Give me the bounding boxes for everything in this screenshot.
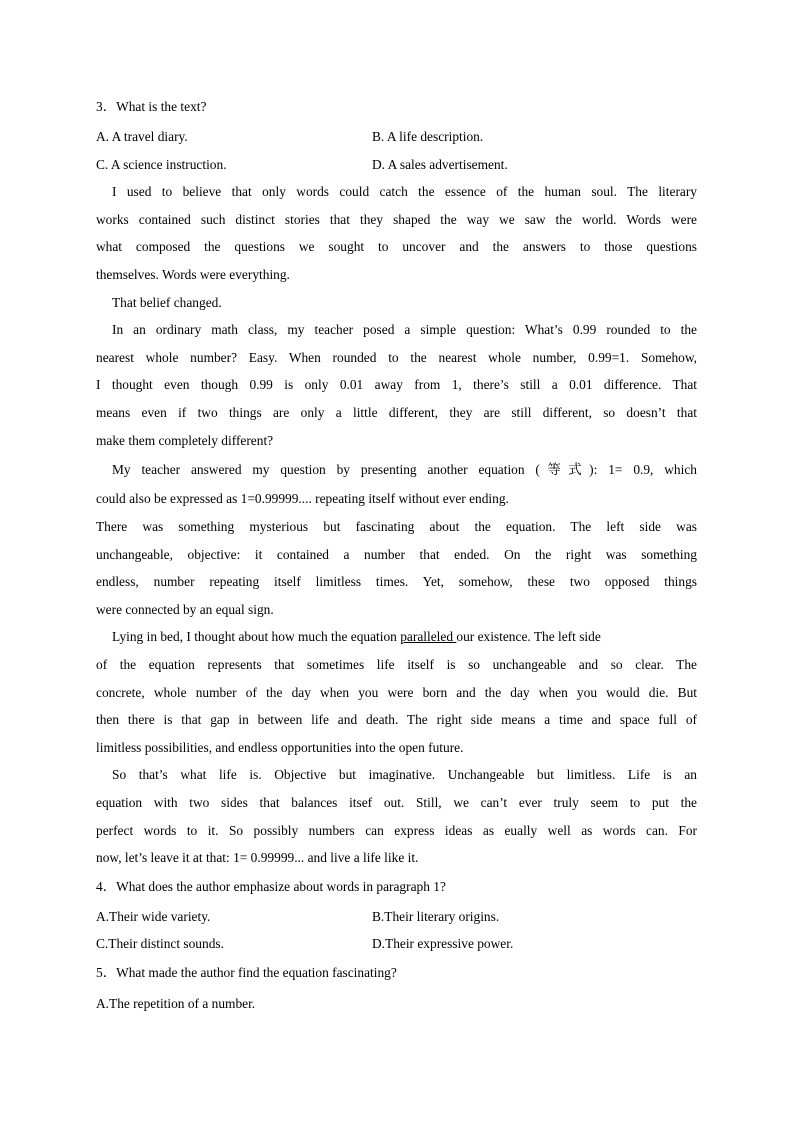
p7-line-4: now, let’s leave it at that: 1= 0.99999... and live a life like it.	[96, 850, 419, 865]
underlined-word-paralleled: paralleled	[400, 629, 457, 644]
p4-line-2: could also be expressed as 1=0.99999.... repeating itself without ever ending.	[96, 491, 509, 506]
p6-line-1-end: our existence. The left side	[456, 629, 601, 644]
question-4-stem: 4．What does the author emphasize about words in paragraph 1?	[96, 879, 446, 894]
p6-line-1	[112, 628, 697, 646]
p5-line-3: endless, number repeating itself limitless times. Yet, somehow, these two opposed things	[96, 574, 697, 589]
p1-line-4: themselves. Words were everything.	[96, 267, 290, 282]
q4-option-d: D.Their expressive power.	[372, 936, 514, 951]
p3-line-4: means even if two things are only a little different, they are still different, so doesn’t that	[96, 405, 697, 420]
question-3-stem: 3．What is the text?	[96, 99, 207, 114]
q5-option-a: A.The repetition of a number.	[96, 996, 256, 1011]
p5-line-4: were connected by an equal sign.	[96, 602, 274, 617]
p3-line-5: make them completely different?	[96, 433, 274, 448]
p4-line-1: My teacher answered my question by presenting another equation (等式): 1= 0.9, which	[112, 462, 697, 477]
q4-option-a: A.Their wide variety.	[96, 909, 211, 924]
q4-option-c: C.Their distinct sounds.	[96, 936, 224, 951]
q3-option-c: C. A science instruction.	[96, 157, 227, 172]
p6-line-2: of the equation represents that sometimes life itself is so unchangeable and so clear. The	[96, 657, 697, 672]
q3-option-a: A. A travel diary.	[96, 129, 188, 144]
p1-line-2: works contained such distinct stories that they shaped the way we saw the world. Words were	[96, 212, 697, 227]
p7-line-1: So that’s what life is. Objective but imaginative. Unchangeable but limitless. Life is an	[112, 767, 697, 782]
p3-line-3: I thought even though 0.99 is only 0.01 away from 1, there’s still a 0.01 difference. That	[96, 377, 697, 392]
p6-line-4: then there is that gap in between life and death. The right side means a time and space full of	[96, 712, 697, 727]
q4-option-b: B.Their literary origins.	[372, 909, 500, 924]
p7-line-2: equation with two sides that balances itsef out. Still, we can’t ever truly seem to put the	[96, 795, 697, 810]
p3-line-1: In an ordinary math class, my teacher posed a simple question: What’s 0.99 rounded to the	[112, 322, 697, 337]
q3-option-b: B. A life description.	[372, 129, 484, 144]
p5-line-2: unchangeable, objective: it contained a number that ended. On the right was something	[96, 547, 697, 562]
p2-line-1: That belief changed.	[112, 295, 222, 310]
p5-line-1: There was something mysterious but fascinating about the equation. The left side was	[96, 519, 697, 534]
p6-line-5: limitless possibilities, and endless opportunities into the open future.	[96, 740, 464, 755]
p7-line-3: perfect words to it. So possibly numbers can express ideas as eually well as words can. For	[96, 823, 697, 838]
p6-line-1-start: Lying in bed, I thought about how much the equation	[112, 629, 401, 644]
q3-option-d: D. A sales advertisement.	[372, 157, 508, 172]
p6-line-3: concrete, whole number of the day when you were born and the day when you would die. But	[96, 685, 697, 700]
question-5-stem: 5．What made the author find the equation fascinating?	[96, 965, 397, 980]
p3-line-2: nearest whole number? Easy. When rounded to the nearest whole number, 0.99=1. Somehow,	[96, 350, 697, 365]
p1-line-1: I used to believe that only words could catch the essence of the human soul. The literary	[112, 184, 697, 199]
p1-line-3: what composed the questions we sought to uncover and the answers to those questions	[96, 239, 697, 254]
